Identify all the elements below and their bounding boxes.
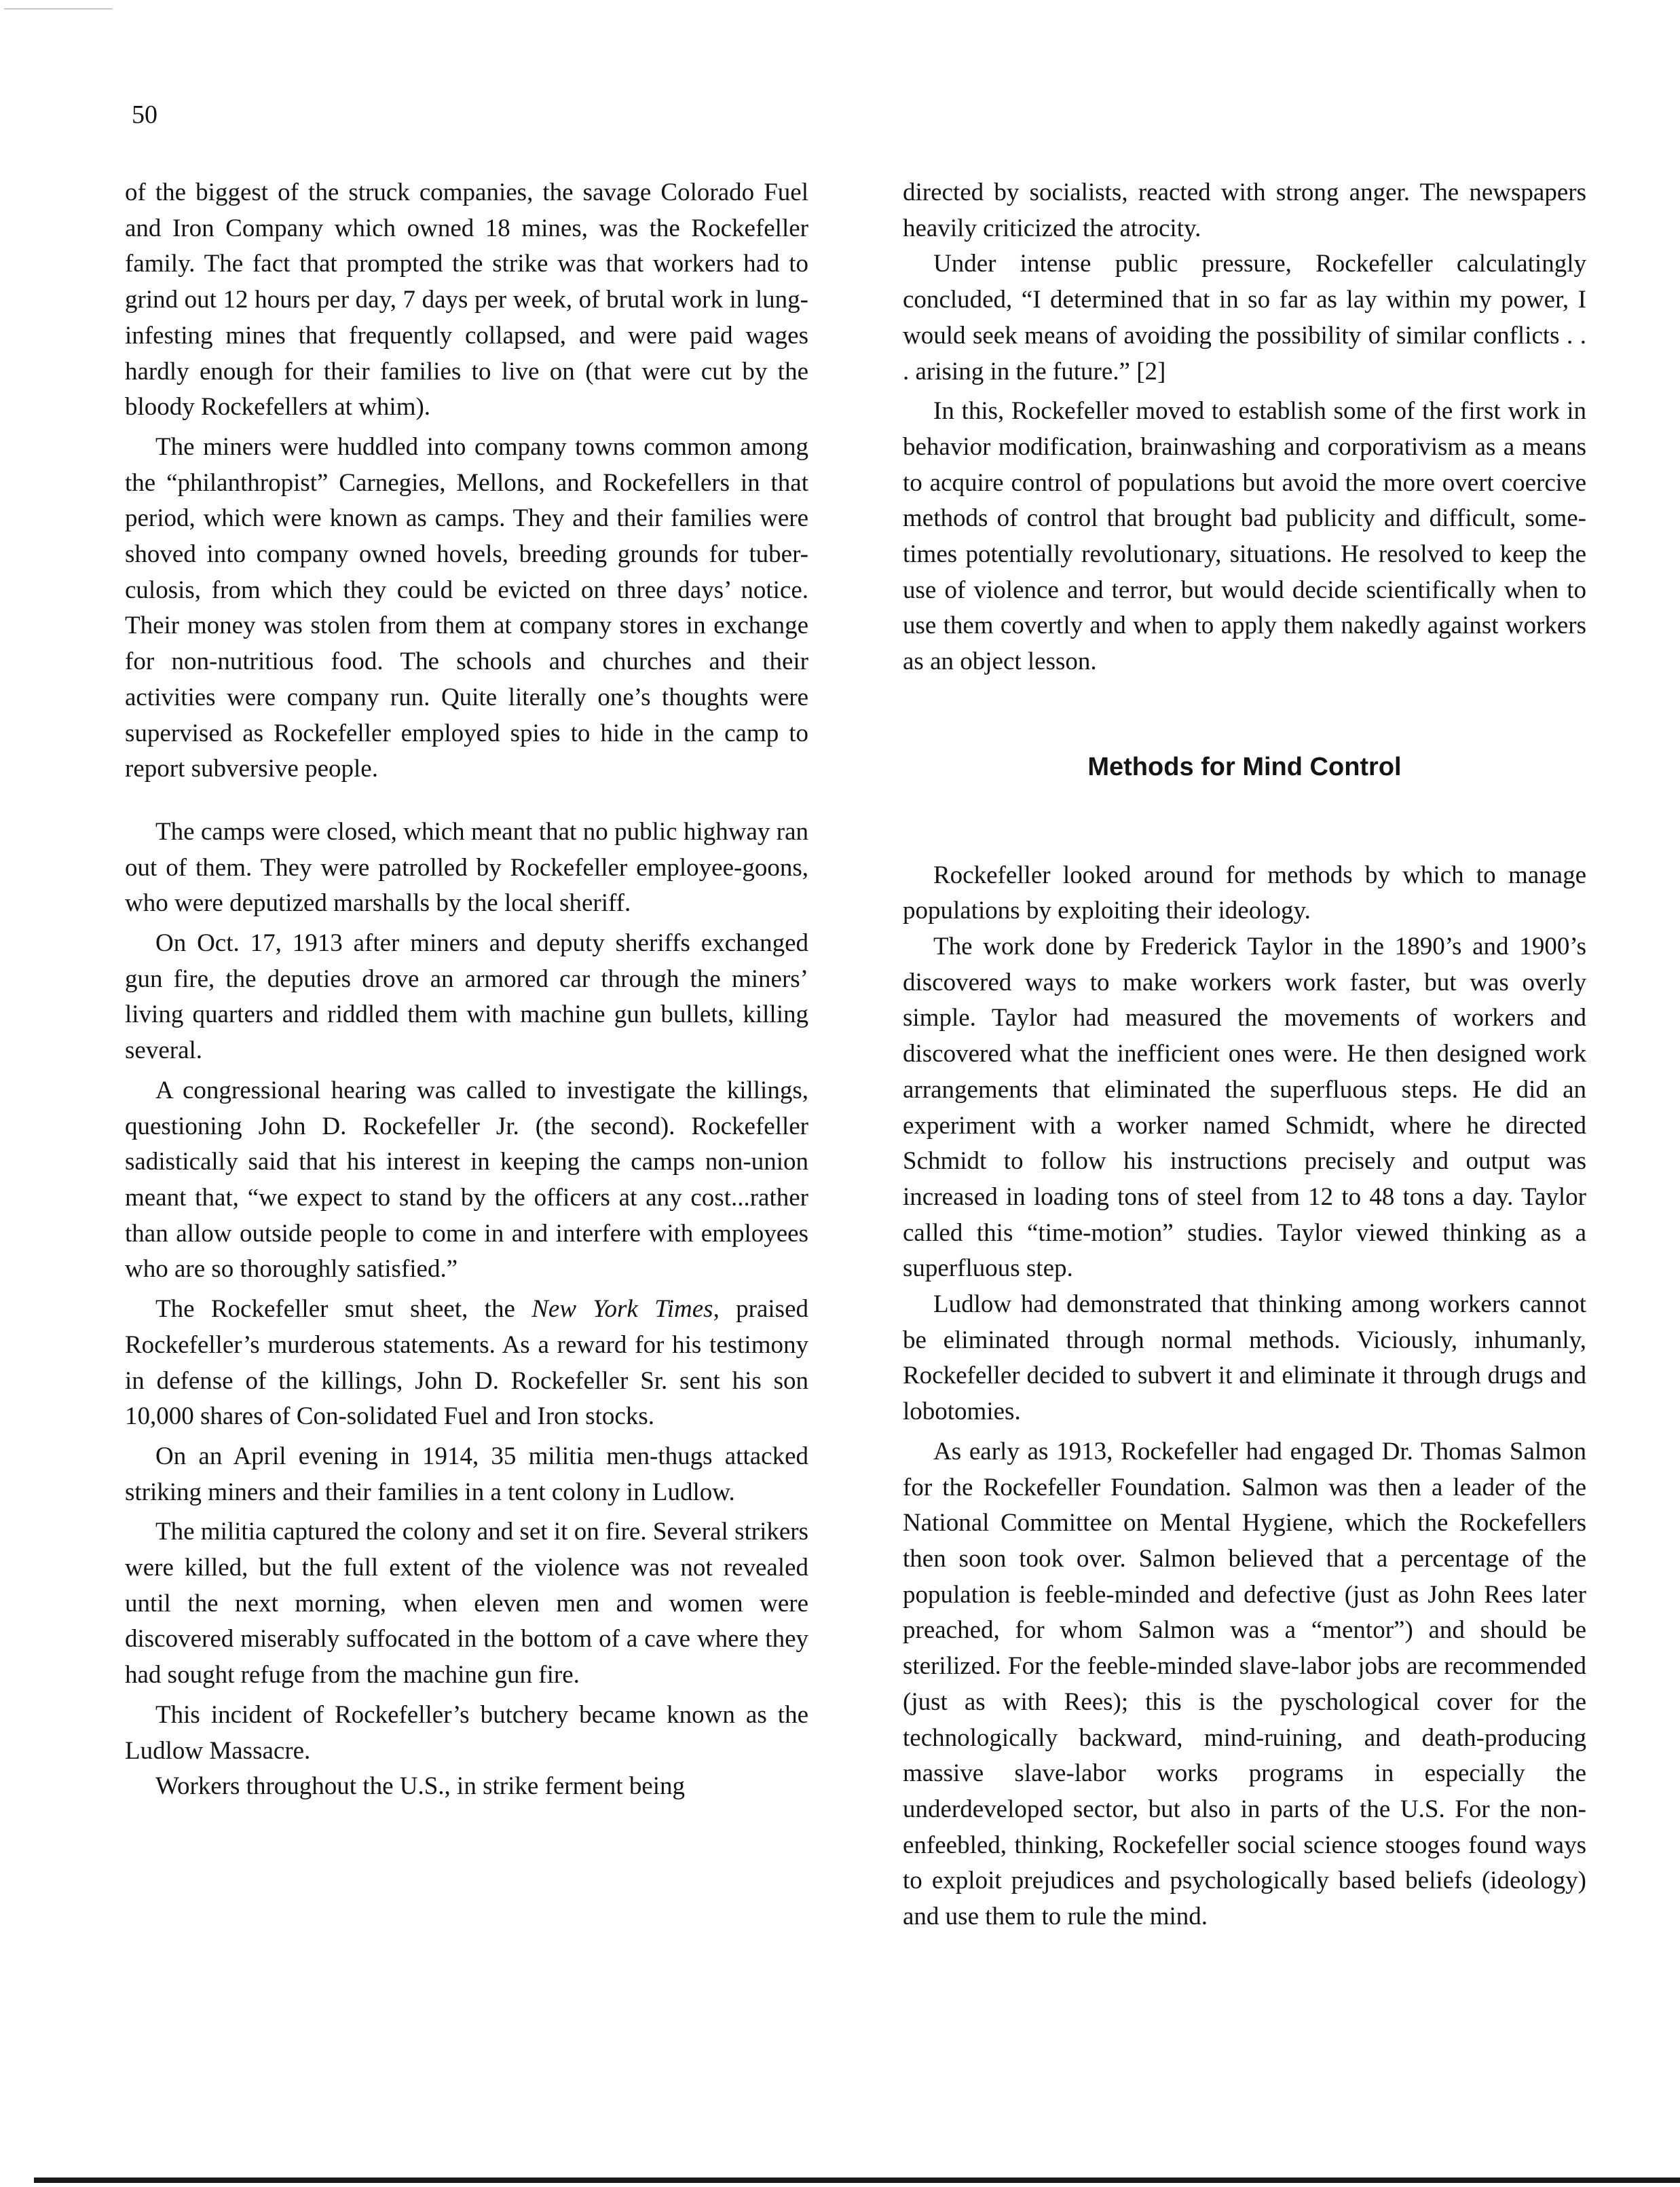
paragraph: On an April evening in 1914, 35 militia men-thugs attacked striking miners and their families in a tent colony in Ludlow.	[125, 1442, 808, 1506]
left-column	[125, 175, 808, 1805]
paragraph: As early as 1913, Rockefeller had engaged Dr. Thomas Salmon for the Rockefeller Foundation. Salmon was then a leader of the National Committee on Mental Hygiene, which the Rockefellers then soon took over. Salmon believed that a percentage of the population is feeble-minded and defective (just as John Rees later preached, for whom Salmon was a “mentor”) and should be sterilized. For the feeble-minded slave-labor jobs are recommended (just as with Rees); this is the pyschological cover for the technologically backward, mind-ruining, and death-producing massive slave-labor works programs in especially the underdeveloped sector, but also in parts of the U.S. For the non-enfeebled, thinking, Rockefeller social science stooges found ways to exploit prejudices and psychologically based beliefs (ideology) and use them to rule the mind.	[903, 1437, 1586, 1931]
paragraph: directed by socialists, reacted with strong anger. The newspapers heavily criticized the atrocity.	[903, 179, 1586, 242]
paragraph-text: , praised Rockefeller’s murderous statements. As a reward for his testimony in defense of the killings, John D. Rockefeller Sr. sent his son 10,000 shares of Con-solidated Fuel and Iron stocks.	[125, 1295, 808, 1431]
paragraph	[125, 1292, 808, 1435]
paragraph: The work done by Frederick Taylor in the 1890’s and 1900’s discovered ways to make workers work faster, but was overly simple. Taylor had measured the movements of workers and discovered what the inefficient ones were. He then designed work arrangements that eliminated the superfluous steps. He did an experiment with a worker named Schmidt, where he directed Schmidt to follow his instructions precisely and output was increased in loading tons of steel from 12 to 48 tons a day. Taylor called this “time-motion” studies. Taylor viewed thinking as a superfluous step.	[903, 933, 1586, 1283]
paragraph: The camps were closed, which meant that no public highway ran out of them. They were patrolled by Rockefeller employee-goons, who were deputized marshalls by the local sheriff.	[125, 817, 808, 918]
scan-mark	[4, 8, 113, 10]
newspaper-title: New York Times	[531, 1295, 713, 1324]
paragraph: A congressional hearing was called to investigate the killings, questioning John D. Rockefeller Jr. (the second). Rockefeller sadistically said that his interest in keeping the camps non-union meant that, “we expect to stand by the officers at any cost...rather than allow outside people to come in and interfere with employees who are so thoroughly satisfied.”	[125, 1076, 808, 1284]
paragraph-text: The Rockefeller smut sheet, the	[155, 1295, 532, 1324]
paragraph: In this, Rockefeller moved to establish some of the first work in behavior modification, brainwashing and corporativism as a means to acquire control of populations but avoid the more overt coercive methods of control that brought bad publicity and difficult, some-times potentially revolutionary, situations. He resolved to keep the use of violence and terror, but would decide scientifically when to use them covertly and when to apply them nakedly against workers as an object lesson.	[903, 397, 1586, 676]
paragraph: The miners were huddled into company towns common among the “philanthropist” Carnegies, Mellons, and Rockefellers in that period, which were known as camps. They and their families were shoved into company owned hovels, breeding grounds for tuber-culosis, from which they could be evicted on three days’ notice. Their money was stolen from them at company stores in exchange for non-nutritious food. The schools and churches and their activities were company run. Quite literally one’s thoughts were supervised as Rockefeller employed spies to hide in the camp to report subversive people.	[125, 432, 808, 783]
page-number: 50	[132, 100, 157, 129]
paragraph: The militia captured the colony and set it on fire. Several strikers were killed, but the full extent of the violence was not revealed until the next morning, when eleven men and women were discovered miserably suffocated in the bottom of a cave where they had sought refuge from the machine gun fire.	[125, 1518, 808, 1689]
paragraph: This incident of Rockefeller’s butchery became known as the Ludlow Massacre.	[125, 1700, 808, 1765]
right-column	[903, 175, 1586, 1935]
paragraph: Ludlow had demonstrated that thinking among workers cannot be eliminated through normal methods. Viciously, inhumanly, Rockefeller decided to subvert it and eliminate it through drugs and lobotomies.	[903, 1290, 1586, 1426]
paragraph: Workers throughout the U.S., in strike ferment being	[155, 1772, 686, 1801]
paragraph: On Oct. 17, 1913 after miners and deputy sheriffs exchanged gun fire, the deputies drove an armored car through the miners’ living quarters and riddled them with machine gun bullets, killing several.	[125, 929, 808, 1065]
bottom-rule	[34, 2177, 1680, 2183]
paragraph: Under intense public pressure, Rockefeller calculatingly concluded, “I determined that in so far as lay within my power, I would seek means of avoiding the possibility of similar conflicts . . . arising in the future.” [2]	[903, 250, 1586, 386]
paragraph: of the biggest of the struck companies, the savage Colorado Fuel and Iron Company which owned 18 mines, was the Rockefeller family. The fact that prompted the strike was that workers had to grind out 12 hours per day, 7 days per week, of brutal work in lung-infesting mines that frequently collapsed, and were paid wages hardly enough for their families to live on (that were cut by the bloody Rockefellers at whim).	[125, 179, 808, 422]
paragraph: Rockefeller looked around for methods by which to manage populations by exploiting their ideology.	[903, 861, 1586, 925]
section-heading: Methods for Mind Control	[1087, 752, 1402, 781]
